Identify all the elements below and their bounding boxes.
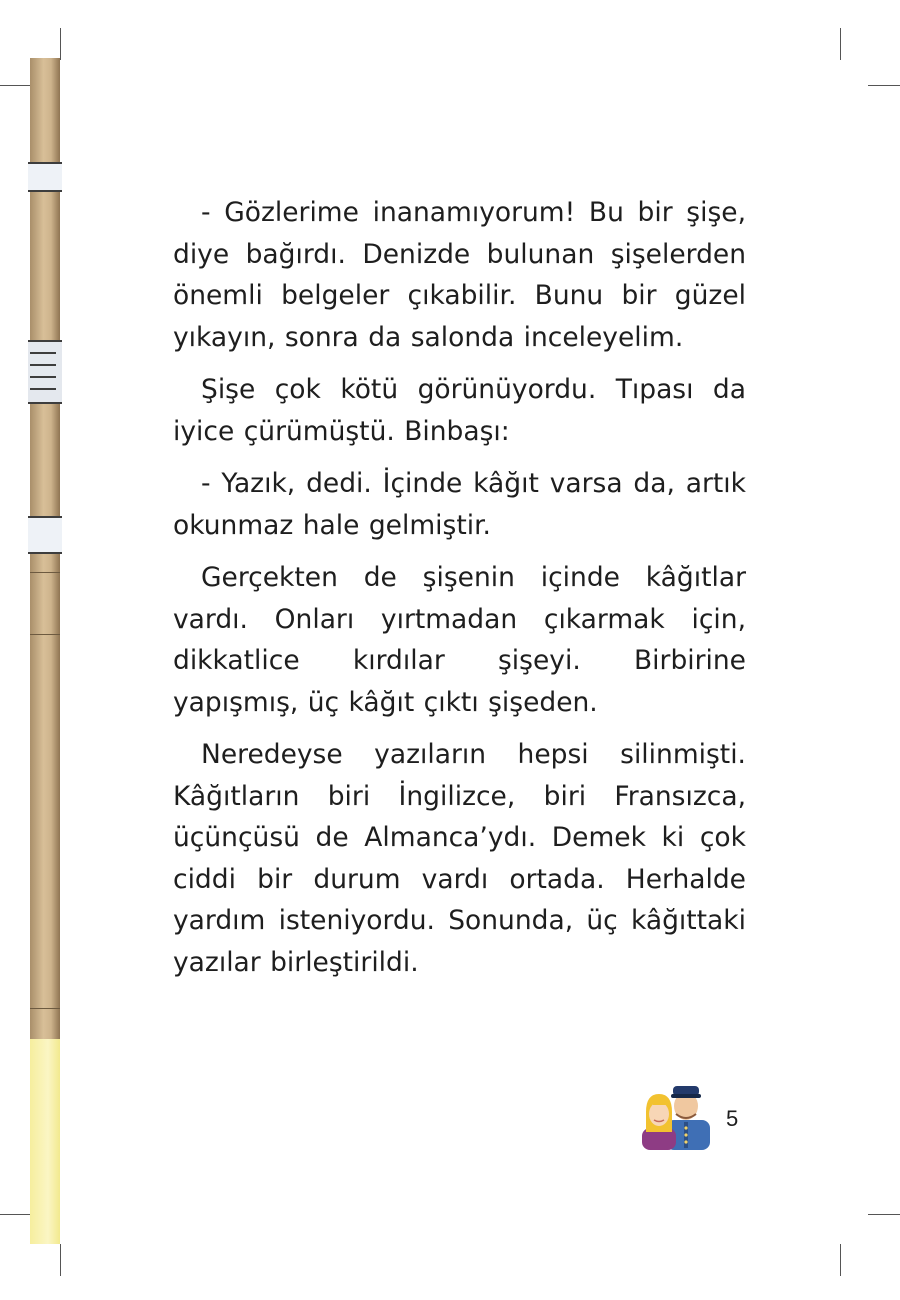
strip-line [30,634,60,635]
story-text [173,192,746,994]
paragraph: Şişe çok kötü görünüyordu. Tıpası da iyice çürümüştü. Binbaşı: [173,374,746,447]
crop-mark [868,1214,900,1215]
crop-mark [60,1244,61,1276]
paragraph: - Yazık, dedi. İçinde kâğıt varsa da, artık okunmaz hale gelmiştir. [173,468,746,541]
strip-yellow-section [30,1039,60,1244]
crop-mark [840,28,841,60]
strip-band [28,162,62,192]
crop-mark [0,1214,32,1215]
paragraph: - Gözlerime inanamıyorum! Bu bir şişe, diye bağırdı. Denizde bulunan şişelerden önemli belgeler çıkabilir. Bunu bir güzel yıkayın, sonra da salonda inceleyelim. [173,197,746,353]
crop-mark [840,1244,841,1276]
page-number: 5 [726,1106,739,1131]
two-characters-illustration [640,1076,714,1150]
strip-line [30,1008,60,1009]
strip-rope-band [28,340,62,404]
paragraph: Neredeyse yazıların hepsi silinmişti. Kâğıtların biri İngilizce, biri Fransızca, üçünçüsü de Almanca’ydı. Demek ki çok ciddi bir durum vardı ortada. Herhalde yardım isteniyordu. Sonunda, üç kâğıttaki yazılar birleştirildi. [173,739,746,978]
decorative-side-strip [30,58,60,1244]
crop-mark [0,85,32,86]
paragraph: Gerçekten de şişenin içinde kâğıtlar vardı. Onları yırtmadan çıkarmak için, dikkatlice kırdılar şişeyi. Birbirine yapışmış, üç kâğıt çıktı şişeden. [173,562,746,718]
crop-mark [868,85,900,86]
crop-mark [60,28,61,60]
strip-line [30,572,60,573]
strip-band [28,516,62,554]
